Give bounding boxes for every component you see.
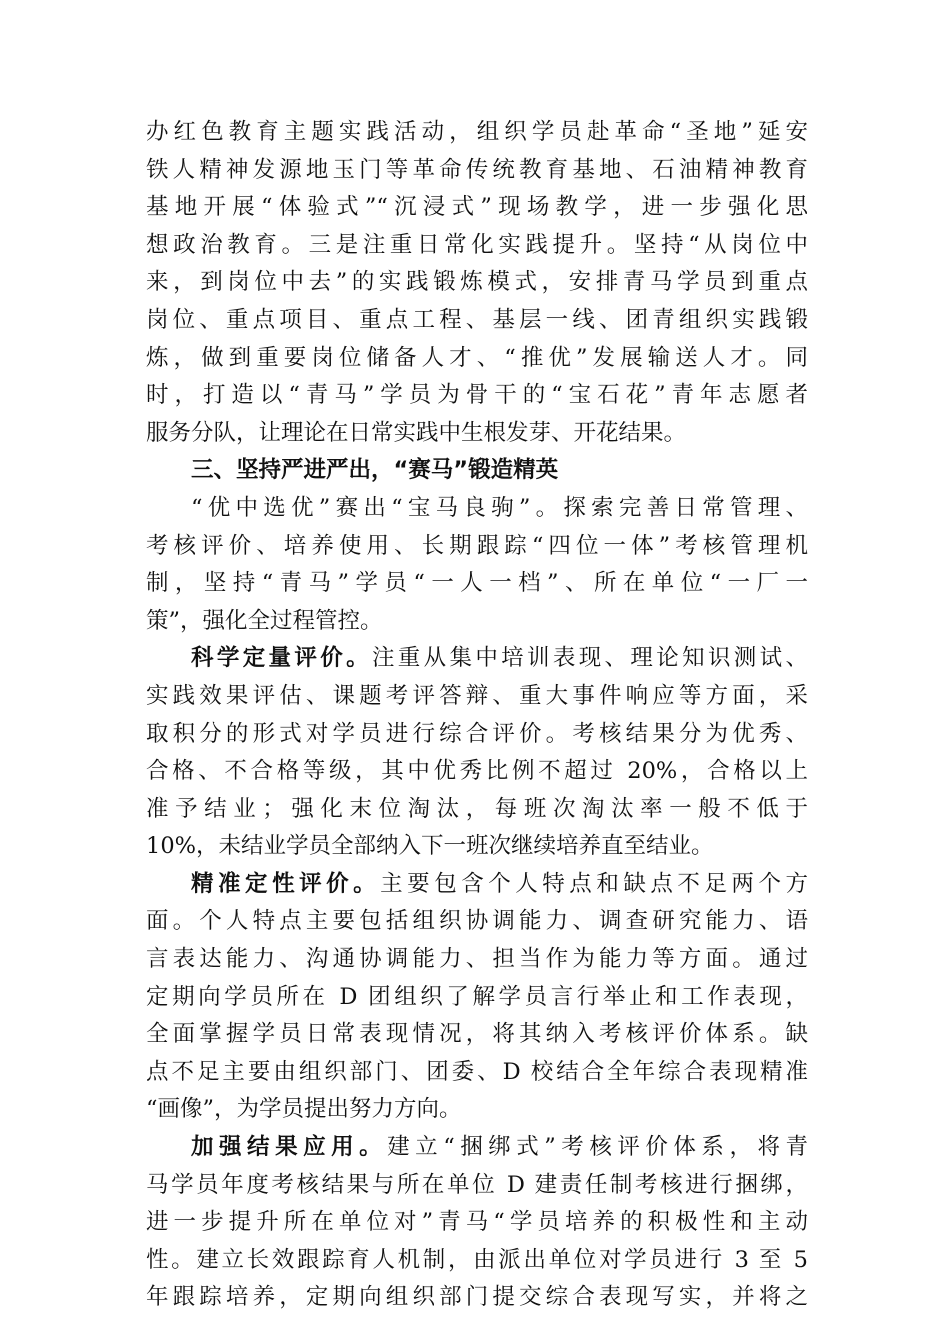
text-line: 性。建立长效跟踪育人机制，由派出单位对学员进行 3 至 5: [146, 1246, 808, 1273]
text-line: “画像”，为学员提出努力方向。: [146, 1096, 462, 1123]
paragraph-results: [146, 1129, 808, 1317]
text-line: 年跟踪培养，定期向组织部门提交综合表现写实，并将之: [146, 1284, 808, 1311]
text-line: 马学员年度考核结果与所在单位 D 建责任制考核进行捆绑，: [146, 1171, 808, 1198]
paragraph-intro: [146, 490, 808, 640]
text-line: 铁人精神发源地玉门等革命传统教育基地、石油精神教育: [146, 156, 808, 183]
text-line: 岗位、重点项目、重点工程、基层一线、团青组织实践锻: [146, 306, 808, 333]
text-span: 建立“捆绑式”考核评价体系，将青: [387, 1134, 808, 1161]
paragraph-quantitative: [146, 640, 808, 866]
paragraph-qualitative: [146, 866, 808, 1129]
text-line: 合格、不合格等级，其中优秀比例不超过 20%，合格以上: [146, 758, 808, 785]
text-line: 时，打造以“青马”学员为骨干的“宝石花”青年志愿者: [146, 382, 808, 409]
text-line: 全面掌握学员日常表现情况，将其纳入考核评价体系。缺: [146, 1021, 808, 1048]
section-heading: 三、坚持严进严出，“赛马”锻造精英: [191, 457, 559, 484]
paragraph-lead: 科学定量评价。: [191, 645, 372, 672]
text-line: 考核评价、培养使用、长期跟踪“四位一体”考核管理机: [146, 532, 808, 559]
text-line: 定期向学员所在 D 团组织了解学员言行举止和工作表现，: [146, 983, 808, 1010]
text-line: [146, 640, 808, 678]
text-line: 服务分队，让理论在日常实践中生根发芽、开花结果。: [146, 419, 687, 446]
text-line: 策”，强化全过程管控。: [146, 607, 383, 634]
text-line: 进一步提升所在单位对”青马“学员培养的积极性和主动: [146, 1209, 808, 1236]
document-page: [146, 114, 808, 1317]
text-line: 想政治教育。三是注重日常化实践提升。坚持“从岗位中: [146, 231, 808, 258]
text-line: 言表达能力、沟通协调能力、担当作为能力等方面。通过: [146, 946, 808, 973]
text-line: [146, 866, 808, 904]
text-line: 面。个人特点主要包括组织协调能力、调查研究能力、语: [146, 908, 808, 935]
text-line: 办红色教育主题实践活动，组织学员赴革命“圣地”延安: [146, 119, 808, 145]
text-line: 取积分的形式对学员进行综合评价。考核结果分为优秀、: [146, 720, 808, 747]
text-line: 10%，未结业学员全部纳入下一班次继续培养直至结业。: [146, 833, 714, 860]
text-line: 准予结业；强化末位淘汰，每班次淘汰率一般不低于: [146, 795, 808, 822]
text-line: 点不足主要由组织部门、团委、D 校结合全年综合表现精准: [146, 1058, 808, 1085]
text-span: 注重从集中培训表现、理论知识测试、: [371, 645, 808, 672]
text-line: [146, 1129, 808, 1167]
text-line: 制，坚持“青马”学员“一人一档”、所在单位“一厂一: [146, 570, 808, 597]
text-line: 炼，做到重要岗位储备人才、“推优”发展输送人才。同: [146, 344, 808, 371]
paragraph-lead: 精准定性评价。: [191, 870, 381, 897]
text-line: 实践效果评估、课题考评答辩、重大事件响应等方面，采: [146, 682, 808, 709]
text-span: 主要包含个人特点和缺点不足两个方: [380, 870, 808, 897]
text-line: “优中选优”赛出“宝马良驹”。探索完善日常管理、: [191, 494, 808, 521]
text-line: 基地开展“体验式”“沉浸式”现场教学，进一步强化思: [146, 194, 808, 221]
paragraph-lead: 加强结果应用。: [191, 1134, 388, 1161]
paragraph-practice: [146, 114, 808, 452]
text-line: 来，到岗位中去”的实践锻炼模式，安排青马学员到重点: [146, 269, 808, 296]
